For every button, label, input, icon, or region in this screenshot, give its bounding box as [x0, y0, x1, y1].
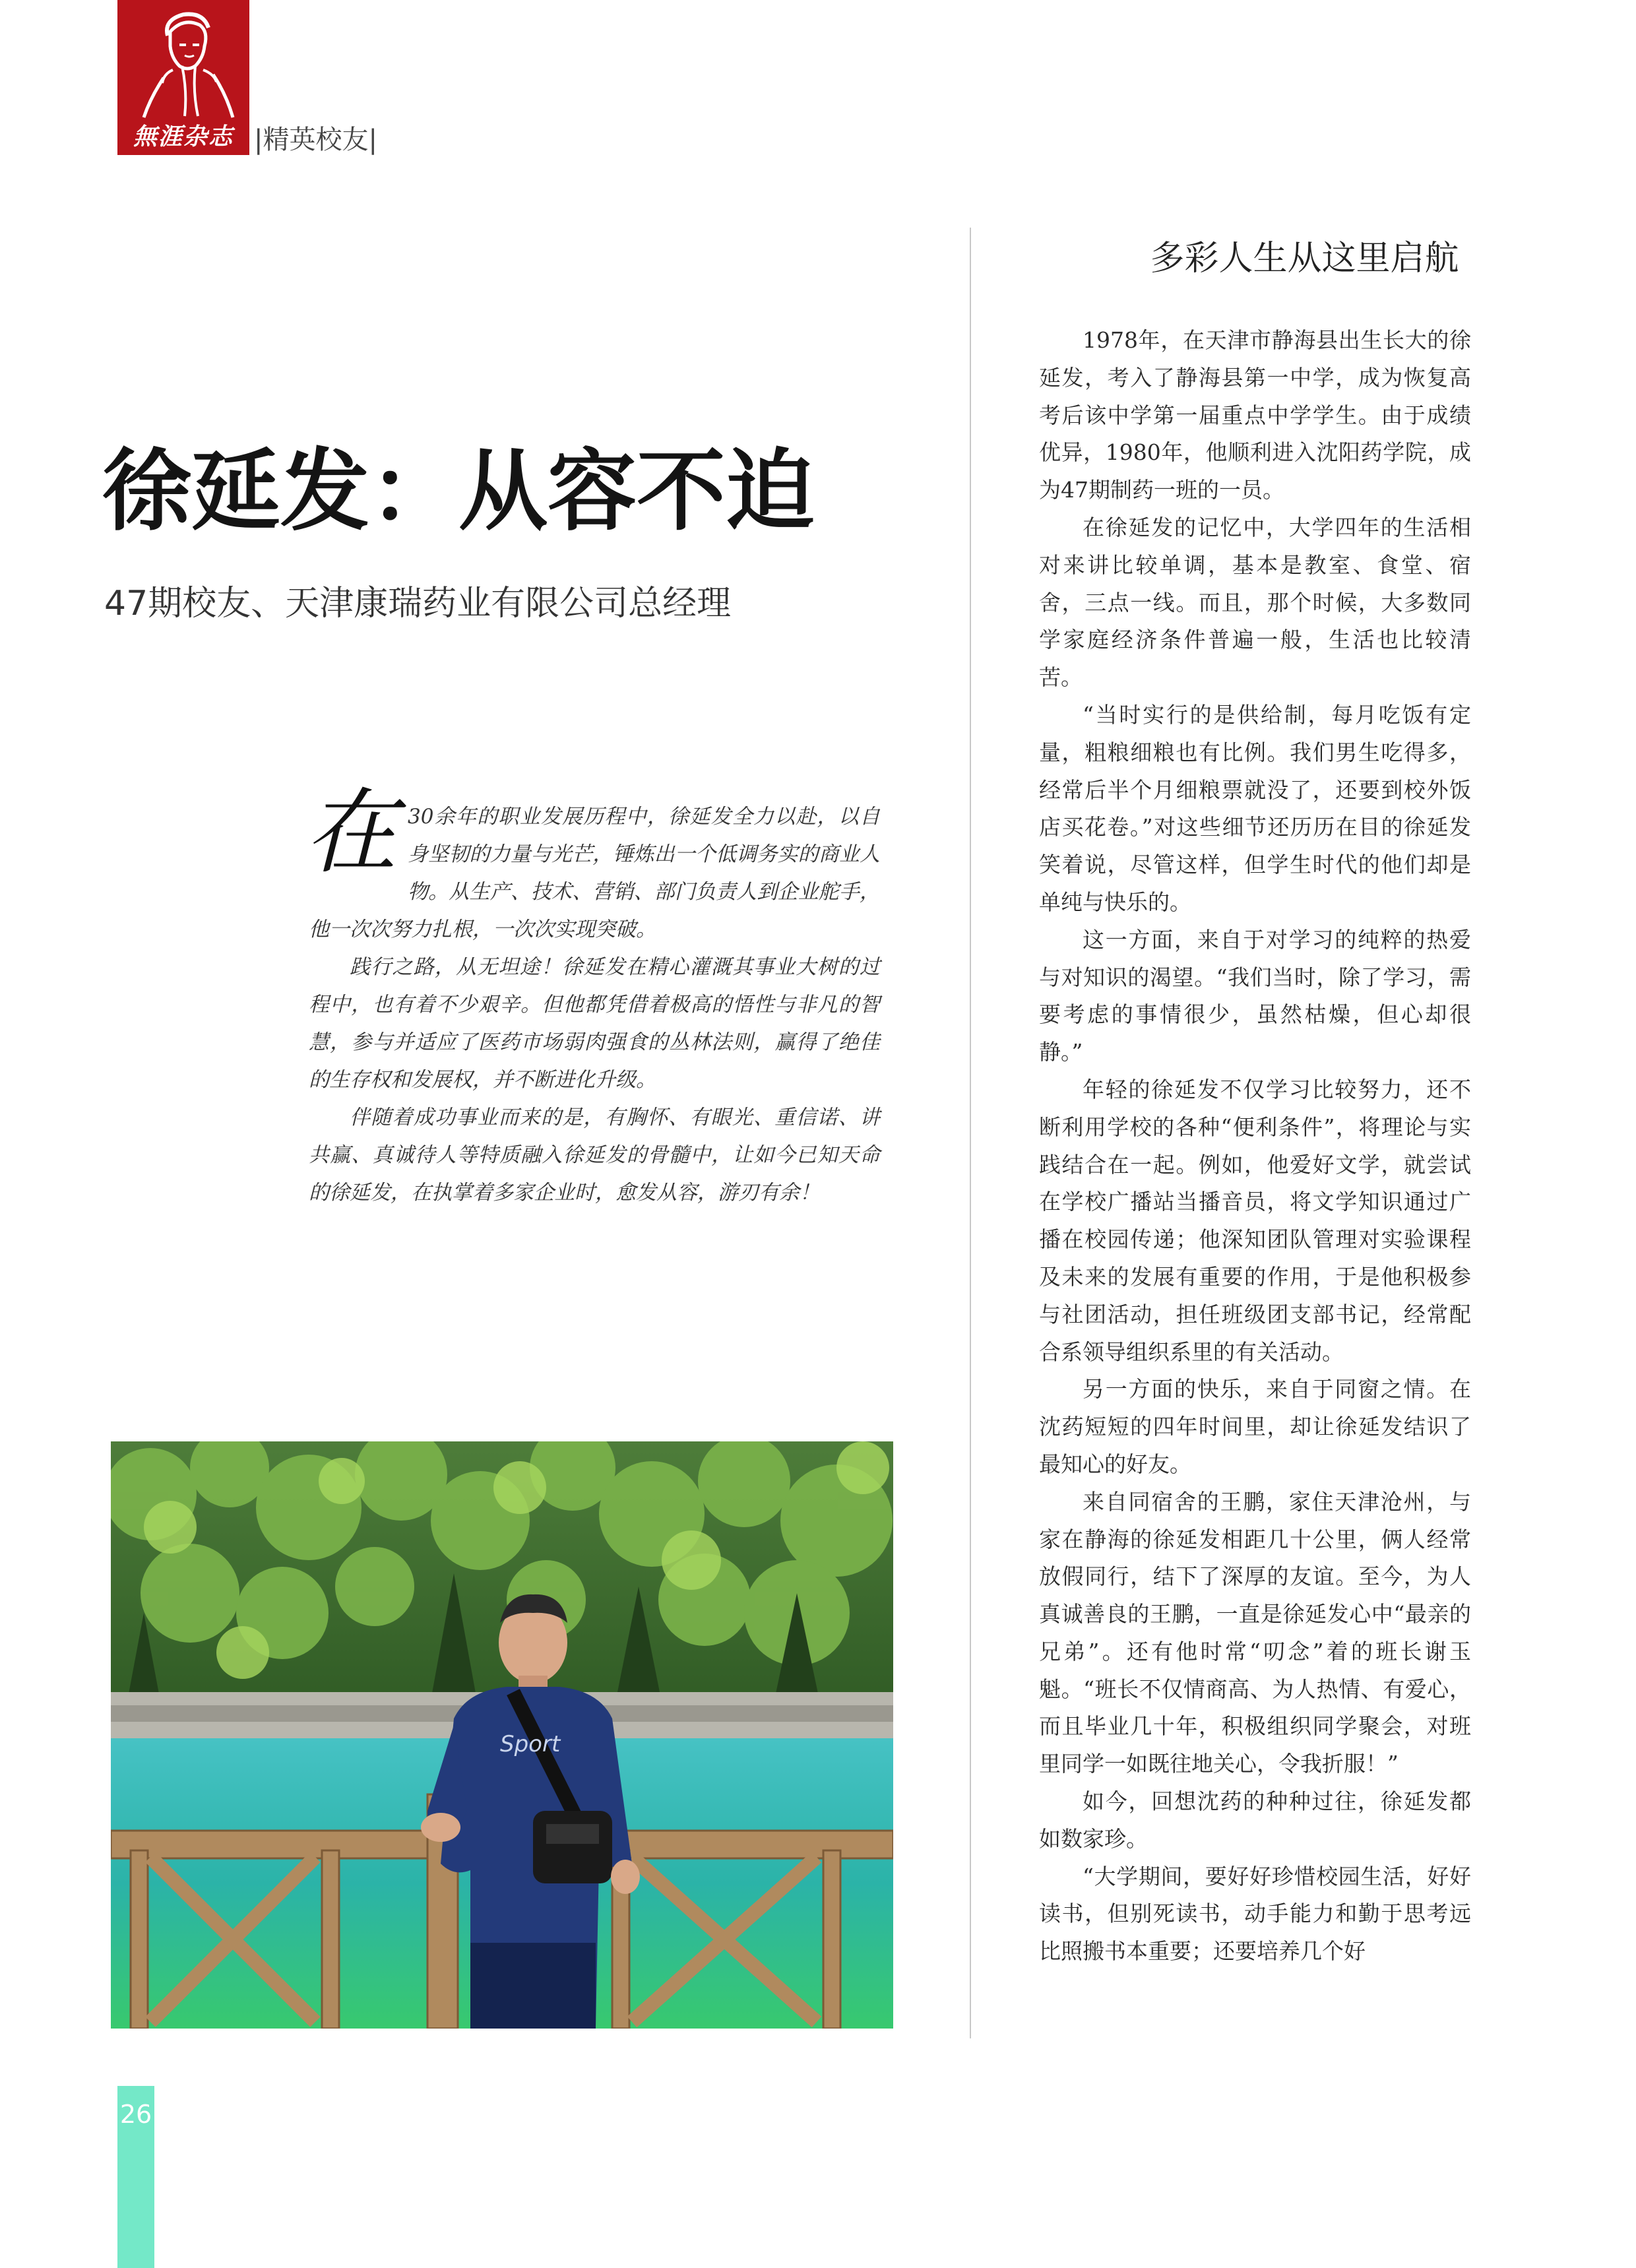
body-paragraph: 在徐延发的记忆中，大学四年的生活相对来讲比较单调，基本是教室、食堂、宿舍，三点一线。而且，那个时候，大多数同学家庭经济条件普遍一般，生活也比较清苦。: [1039, 514, 1471, 691]
body-paragraph: 这一方面，来自于对学习的纯粹的热爱与对知识的渴望。“我们当时，除了学习，需要考虑的事情很少，虽然枯燥，但心却很静。”: [1039, 926, 1471, 1065]
body-text: [1039, 322, 1471, 1970]
scholar-portrait-icon: [124, 5, 243, 121]
logo-text: 無涯杂志: [133, 123, 234, 150]
intro-text: [305, 779, 880, 1212]
section-label: |精英校友|: [254, 125, 377, 155]
portrait-photo: [111, 1441, 893, 2029]
section-heading: 多彩人生从这里启航: [1150, 239, 1459, 278]
article-title: 徐延发：从容不迫: [102, 439, 815, 543]
intro-paragraph: 伴随着成功事业而来的是，有胸怀、有眼光、重信诺、讲共赢、真诚待人等特质融入徐延发的骨髓中，让如今已知天命的徐延发，在执掌着多家企业时，愈发从容，游刃有余！: [309, 1106, 880, 1205]
body-paragraph: 来自同宿舍的王鹏，家住天津沧州，与家在静海的徐延发相距几十公里，俩人经常放假同行，结下了深厚的友谊。至今，为人真诚善良的王鹏，一直是徐延发心中“最亲的兄弟”。还有他时常“叨念”着的班长谢玉魁。“班长不仅情商高、为人热情、有爱心，而且毕业几十年，积极组织同学聚会，对班里同学一如既往地关心，令我折服！”: [1039, 1488, 1471, 1777]
svg-text:Sport: Sport: [500, 1731, 561, 1757]
body-paragraph: 另一方面的快乐，来自于同窗之情。在沈药短短的四年时间里，却让徐延发结识了最知心的好友。: [1039, 1376, 1471, 1477]
column-divider: [970, 228, 971, 2038]
page-number: 26: [119, 2100, 152, 2129]
body-paragraph: 如今，回想沈药的种种过往，徐延发都如数家珍。: [1039, 1788, 1471, 1852]
intro-paragraph: 践行之路，从无坦途！徐延发在精心灌溉其事业大树的过程中，也有着不少艰辛。但他都凭借着极高的悟性与非凡的智慧，参与并适应了医药市场弱肉强食的丛林法则，赢得了绝佳的生存权和发展权，并不断进化升级。: [309, 955, 880, 1092]
intro-paragraph: 30余年的职业发展历程中，徐延发全力以赴，以自身坚韧的力量与光芒，锤炼出一个低调务实的商业人物。从生产、技术、营销、部门负责人到企业舵手，他一次次努力扎根，一次次实现突破。: [309, 805, 880, 941]
body-paragraph: 年轻的徐延发不仅学习比较努力，还不断利用学校的各种“便利条件”，将理论与实践结合在一起。例如，他爱好文学，就尝试在学校广播站当播音员，将文学知识通过广播在校园传递；他深知团队管理对实验课程及未来的发展有重要的作用，于是他积极参与社团活动，担任班级团支部书记，经常配合系领导组织系里的有关活动。: [1039, 1076, 1471, 1365]
body-paragraph: 1978年，在天津市静海县出生长大的徐延发，考入了静海县第一中学，成为恢复高考后该中学第一届重点中学学生。由于成绩优异，1980年，他顺利进入沈阳药学院，成为47期制药一班的一员。: [1039, 327, 1471, 503]
drop-cap: 在: [305, 779, 398, 887]
body-paragraph: “当时实行的是供给制，每月吃饭有定量，粗粮细粮也有比例。我们男生吃得多，经常后半个月细粮票就没了，还要到校外饭店买花卷。”对这些细节还历历在目的徐延发笑着说，尽管这样，但学生时代的他们却是单纯与快乐的。: [1039, 701, 1471, 915]
body-paragraph: “大学期间，要好好珍惜校园生活，好好读书，但别死读书，动手能力和勤于思考远比照搬书本重要；还要培养几个好: [1039, 1863, 1471, 1965]
magazine-logo: [117, 0, 249, 155]
article-subtitle: 47期校友、天津康瑞药业有限公司总经理: [104, 584, 732, 623]
